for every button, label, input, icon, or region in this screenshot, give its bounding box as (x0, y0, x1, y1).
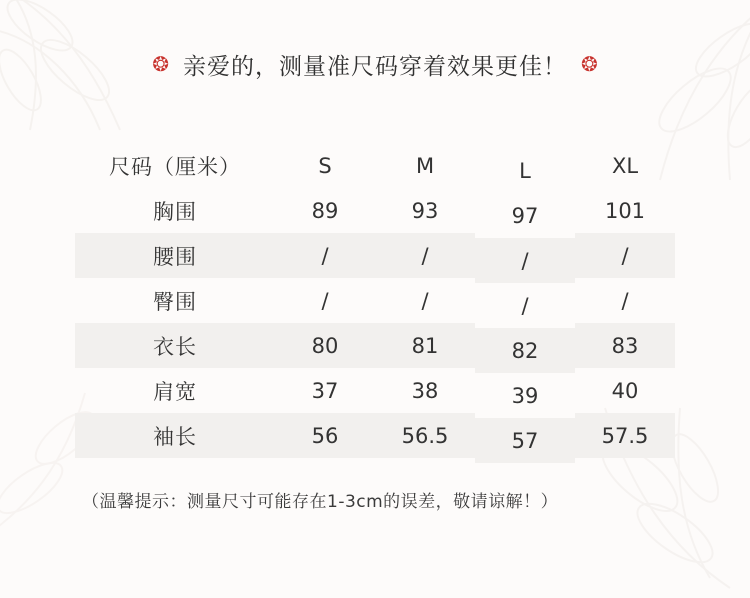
cell-bust-xl: 101 (604, 198, 646, 223)
size-table (75, 143, 675, 458)
cell-bust-l: 97 (511, 203, 539, 228)
flower-ornament-icon-left: ❂ (152, 53, 169, 76)
row-label-length: 衣长 (75, 323, 275, 368)
cell-waist-m: / (375, 233, 475, 278)
cell-hip-xl: / (621, 288, 629, 313)
column-header-s: S (318, 153, 332, 178)
column-header-xl: XL (611, 153, 639, 178)
cell-shoulder-s: 37 (311, 378, 339, 403)
row-label-waist: 腰围 (75, 233, 275, 278)
flower-ornament-icon-right: ❂ (581, 53, 598, 76)
table-row (75, 188, 675, 233)
table-row (75, 233, 675, 278)
cell-waist-xl: / (575, 233, 675, 278)
cell-bust-s: 89 (311, 198, 339, 223)
column-header-l: L (519, 158, 531, 183)
cell-sleeve-xl: 57.5 (575, 413, 675, 458)
cell-shoulder-xl: 40 (611, 378, 639, 403)
table-header-label: 尺码（厘米） (109, 154, 241, 179)
cell-hip-l: / (521, 293, 529, 318)
cell-sleeve-m: 56.5 (375, 413, 475, 458)
cell-sleeve-l: 57 (475, 418, 575, 463)
cell-length-xl: 83 (575, 323, 675, 368)
cell-shoulder-l: 39 (511, 383, 539, 408)
cell-waist-s: / (275, 233, 375, 278)
cell-length-m: 81 (375, 323, 475, 368)
chart-header (0, 48, 750, 81)
table-row (75, 323, 675, 368)
page-title: 亲爱的，测量准尺码穿着效果更佳！ (183, 54, 567, 80)
table-row (75, 413, 675, 458)
row-label-sleeve: 袖长 (75, 413, 275, 458)
measurement-disclaimer: （温馨提示：测量尺寸可能存在1-3cm的误差，敬请谅解！） (82, 492, 559, 512)
cell-bust-m: 93 (411, 198, 439, 223)
row-label-hip: 臀围 (153, 289, 197, 314)
cell-hip-m: / (421, 288, 429, 313)
cell-sleeve-s: 56 (275, 413, 375, 458)
cell-length-s: 80 (275, 323, 375, 368)
table-row (75, 368, 675, 413)
table-row (75, 278, 675, 323)
cell-shoulder-m: 38 (411, 378, 439, 403)
column-header-m: M (415, 153, 435, 178)
cell-hip-s: / (321, 288, 329, 313)
table-header-row (75, 143, 675, 188)
row-label-bust: 胸围 (153, 199, 197, 224)
row-label-shoulder: 肩宽 (153, 379, 197, 404)
cell-waist-l: / (475, 238, 575, 283)
cell-length-l: 82 (475, 328, 575, 373)
